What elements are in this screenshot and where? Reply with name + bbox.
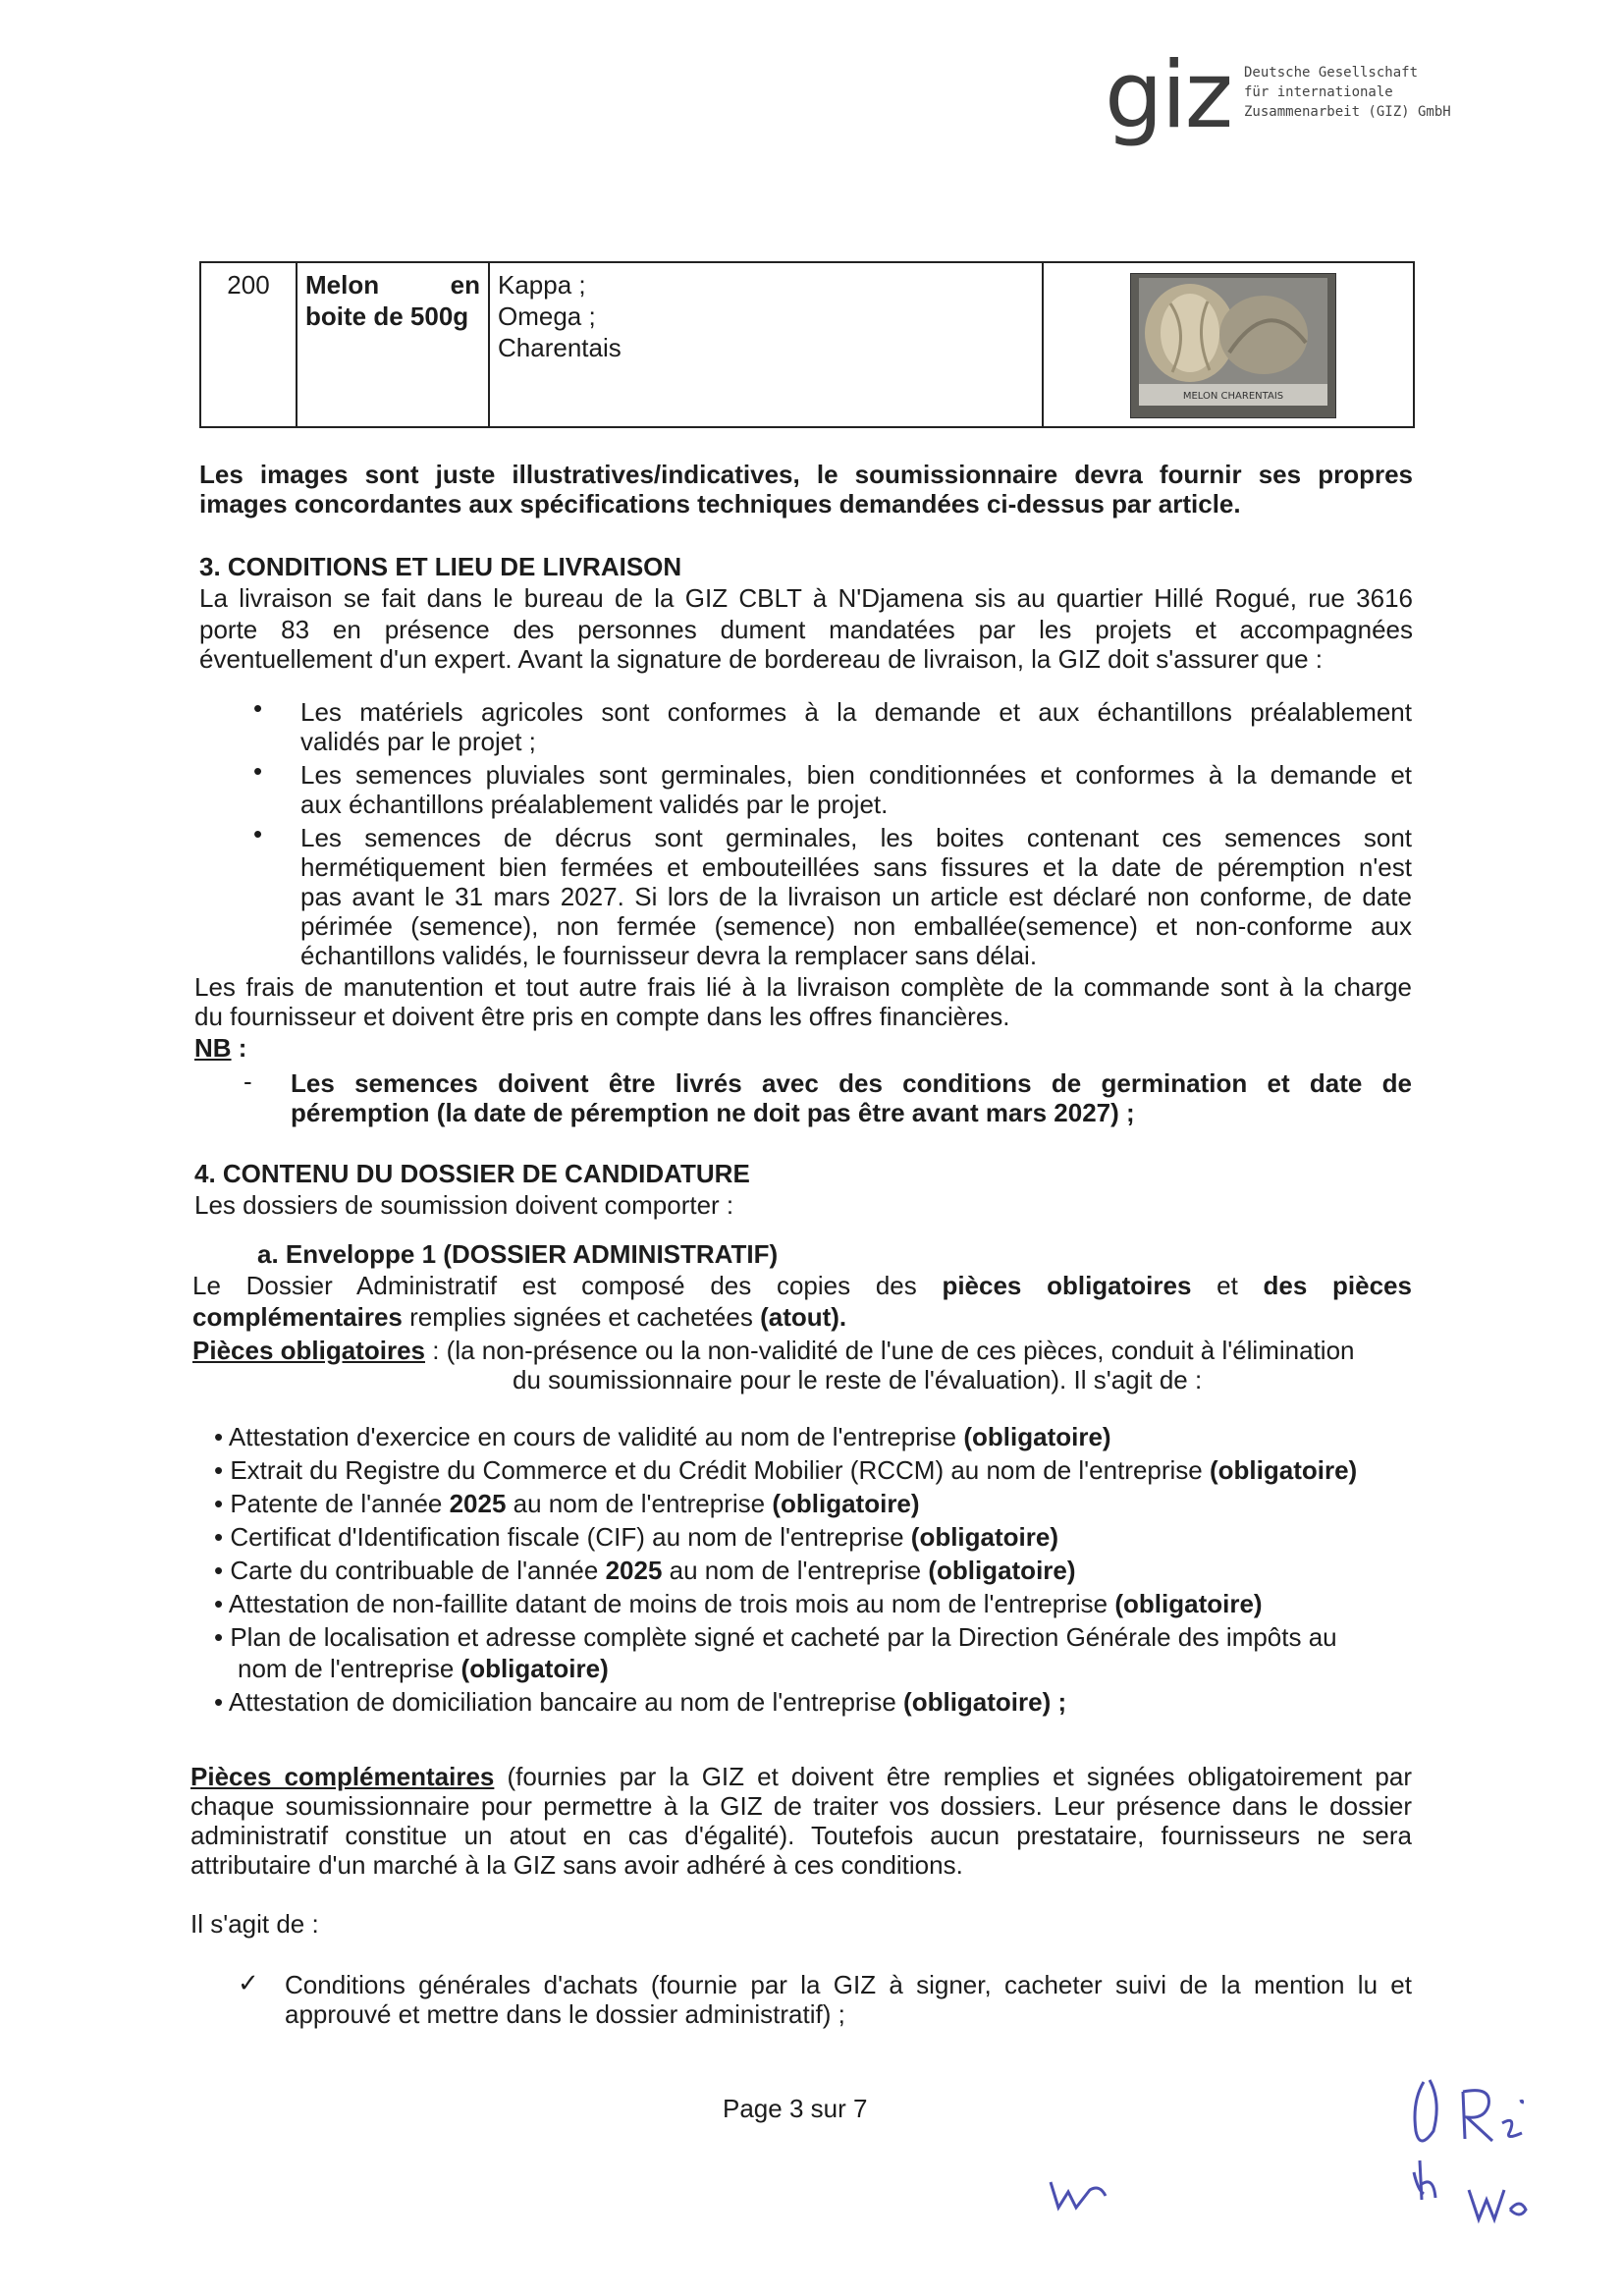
bullet-line: Les semences pluviales sont germinales, bien conditionnées et conformes à la demande et — [300, 760, 1412, 790]
product-name-cell — [297, 263, 490, 426]
paragraph-line: administratif constitue un atout en cas d'égalité). Toutefois aucun prestataire, fournisseurs ne sera — [190, 1821, 1412, 1850]
nb-label-text: NB — [194, 1033, 232, 1063]
list-item: • Patente de l'année 2025 au nom de l'entreprise (obligatoire) — [214, 1489, 920, 1518]
text-run: au nom de l'entreprise — [662, 1556, 929, 1585]
bullet-dot: • — [253, 756, 263, 786]
text-run: Extrait du Registre du Commerce et du Crédit Mobilier (RCCM) au nom de l'entreprise — [230, 1455, 1210, 1485]
nb-dash: - — [243, 1066, 252, 1096]
nb-label — [194, 1033, 246, 1063]
note-line: images concordantes aux spécifications techniques demandées ci-dessus par article. — [199, 489, 1241, 519]
text-run-bold: pièces obligatoires — [942, 1271, 1192, 1300]
melon-seed-packet-image — [1130, 273, 1336, 418]
bullet-dot: • — [253, 693, 263, 723]
product-table — [199, 261, 1415, 428]
text-run: Attestation d'exercice en cours de validité au nom de l'entreprise — [228, 1422, 964, 1451]
bullet-line: Les matériels agricoles sont conformes à la demande et aux échantillons préalablement — [300, 697, 1412, 727]
bullet-line: pas avant le 31 mars 2027. Si lors de la livraison un article est déclaré non conforme, de date — [300, 882, 1412, 911]
bullet-dot: • — [253, 819, 263, 848]
checkmark-icon: ✓ — [238, 1968, 259, 1997]
text-run: au nom de l'entreprise — [506, 1489, 773, 1518]
list-item: • Carte du contribuable de l'année 2025 au nom de l'entreprise (obligatoire) — [214, 1556, 1076, 1585]
giz-logo-text — [1244, 63, 1451, 122]
oblig-label: Pièces obligatoires — [192, 1336, 425, 1365]
bullet-line: Les semences de décrus sont germinales, les boites contenant ces semences sont — [300, 823, 1412, 852]
logo-line: Zusammenarbeit (GIZ) GmbH — [1244, 104, 1451, 120]
bullet-line: aux échantillons préalablement validés par le projet. — [300, 790, 889, 819]
text-run-bold: (obligatoire) — [963, 1422, 1111, 1451]
nb-line: péremption (la date de péremption ne doit pas être avant mars 2027) ; — [291, 1098, 1135, 1127]
paragraph-line: Les frais de manutention et tout autre frais lié à la livraison complète de la commande sont à la charge — [194, 972, 1412, 1002]
text-run-bold: (obligatoire) — [460, 1654, 609, 1683]
paragraph-line: attributaire d'un marché à la GIZ sans avoir adhéré à ces conditions. — [190, 1850, 963, 1880]
paragraph-line: La livraison se fait dans le bureau de la GIZ CBLT à N'Djamena sis au quartier Hillé Rogué, rue 3616 — [199, 583, 1413, 613]
variety-item: Charentais — [498, 333, 622, 362]
text-run: : (la non-présence ou la non-validité de l'une de ces pièces, conduit à l'élimination — [424, 1336, 1355, 1365]
check-line: Conditions générales d'achats (fournie par la GIZ à signer, cacheter suivi de la mention lu et — [285, 1970, 1412, 1999]
quantity-value: 200 — [227, 270, 270, 300]
paragraph-line — [192, 1336, 1354, 1365]
paragraph-line — [190, 1762, 1412, 1791]
variety-item: Kappa ; — [498, 270, 586, 300]
paragraph-line: éventuellement d'un expert. Avant la signature de bordereau de livraison, la GIZ doit s'assurer que : — [199, 644, 1324, 674]
product-name-part: boite de 500g — [305, 301, 469, 331]
product-image-cell — [1044, 263, 1413, 426]
paragraph-line: Les dossiers de soumission doivent comporter : — [194, 1190, 734, 1220]
text-run-bold: (obligatoire) — [1114, 1589, 1263, 1618]
handwritten-initials — [1394, 2062, 1551, 2239]
page-number: Page 3 sur 7 — [723, 2094, 868, 2123]
variety-item: Omega ; — [498, 301, 596, 331]
text-run: nom de l'entreprise — [238, 1654, 461, 1683]
text-run: Patente de l'année — [230, 1489, 450, 1518]
text-run: Certificat d'Identification fiscale (CIF) au nom de l'entreprise — [230, 1522, 911, 1552]
handwritten-initial-mark — [1045, 2170, 1113, 2219]
list-item: • Attestation de non-faillite datant de moins de trois mois au nom de l'entreprise (obligatoire) — [214, 1589, 1263, 1618]
list-item: • Attestation d'exercice en cours de validité au nom de l'entreprise (obligatoire) — [214, 1422, 1111, 1451]
text-run-bold: 2025 — [449, 1489, 507, 1518]
text-run-bold: complémentaires — [192, 1302, 403, 1332]
list-item-continuation — [238, 1654, 609, 1683]
paragraph-line: porte 83 en présence des personnes dument mandatées par les projets et accompagnées — [199, 615, 1413, 644]
text-run-bold: des pièces — [1263, 1271, 1412, 1300]
list-item: • Attestation de domiciliation bancaire au nom de l'entreprise (obligatoire) ; — [214, 1687, 1067, 1717]
paragraph-line — [192, 1271, 1412, 1300]
variety-cell — [490, 263, 1044, 426]
note-line: Les images sont juste illustratives/indicatives, le soumissionnaire devra fournir ses propres — [199, 460, 1413, 489]
text-run: Attestation de non-faillite datant de moins de trois mois au nom de l'entreprise — [228, 1589, 1115, 1618]
text-run: Le Dossier Administratif est composé des copies des — [192, 1271, 943, 1300]
nb-line: Les semences doivent être livrés avec des conditions de germination et date de — [291, 1068, 1412, 1098]
paragraph-line — [192, 1302, 846, 1332]
text-run: remplies signées et cachetées — [402, 1302, 761, 1332]
nb-colon: : — [231, 1033, 247, 1063]
subsection-heading: a. Enveloppe 1 (DOSSIER ADMINISTRATIF) — [257, 1239, 779, 1269]
text-run: Attestation de domiciliation bancaire au nom de l'entreprise — [228, 1687, 904, 1717]
text-run-bold: (atout). — [760, 1302, 847, 1332]
section-heading: 3. CONDITIONS ET LIEU DE LIVRAISON — [199, 552, 682, 581]
bullet-line: échantillons validés, le fournisseur devra la remplacer sans délai. — [300, 941, 1038, 970]
product-name-part: Melon — [305, 270, 380, 300]
text-run: Carte du contribuable de l'année — [230, 1556, 606, 1585]
text-run: et — [1191, 1271, 1264, 1300]
giz-logo-mark: giz — [1105, 42, 1232, 149]
text-run-bold: (obligatoire) — [910, 1522, 1058, 1552]
packet-label: MELON CHARENTAIS — [1182, 391, 1284, 402]
paragraph-line: chaque soumissionnaire pour permettre à la GIZ de traiter vos dossiers. Leur présence dans le dossier — [190, 1791, 1412, 1821]
logo-line: für internationale — [1244, 84, 1393, 100]
paragraph-line: Il s'agit de : — [190, 1909, 319, 1939]
bullet-line: périmée (semence), non fermée (semence) non emballée(semence) et non-conforme aux — [300, 911, 1412, 941]
paragraph-line: du soumissionnaire pour le reste de l'évaluation). Il s'agit de : — [513, 1365, 1203, 1394]
text-run-bold: (obligatoire) — [772, 1489, 920, 1518]
text-run-bold: (obligatoire) ; — [903, 1687, 1067, 1717]
quantity-cell — [201, 263, 297, 426]
bullet-line: hermétiquement bien fermées et embouteillées sans fissures et la date de péremption n'est — [300, 852, 1412, 882]
text-run-bold: (obligatoire) — [928, 1556, 1076, 1585]
text-run: Plan de localisation et adresse complète signé et cacheté par la Direction Générale des impôts au — [230, 1622, 1337, 1652]
giz-logo — [1105, 42, 1497, 149]
text-run-bold: 2025 — [605, 1556, 663, 1585]
logo-line: Deutsche Gesellschaft — [1244, 65, 1419, 81]
text-run-bold: (obligatoire) — [1210, 1455, 1358, 1485]
list-item: • Plan de localisation et adresse complète signé et cacheté par la Direction Générale des impôts au — [214, 1622, 1337, 1652]
paragraph-line: du fournisseur et doivent être pris en compte dans les offres financières. — [194, 1002, 1010, 1031]
bullet-line: validés par le projet ; — [300, 727, 536, 756]
text-run: (fournies par la GIZ et doivent être remplies et signées obligatoirement par — [494, 1762, 1412, 1791]
check-line: approuvé et mettre dans le dossier administratif) ; — [285, 1999, 845, 2029]
list-item: • Certificat d'Identification fiscale (CIF) au nom de l'entreprise (obligatoire) — [214, 1522, 1058, 1552]
product-name-part: en — [450, 270, 480, 300]
section-heading: 4. CONTENU DU DOSSIER DE CANDIDATURE — [194, 1159, 750, 1188]
list-item: • Extrait du Registre du Commerce et du Crédit Mobilier (RCCM) au nom de l'entreprise (obligatoire) — [214, 1455, 1358, 1485]
comp-label: Pièces complémentaires — [190, 1762, 495, 1791]
